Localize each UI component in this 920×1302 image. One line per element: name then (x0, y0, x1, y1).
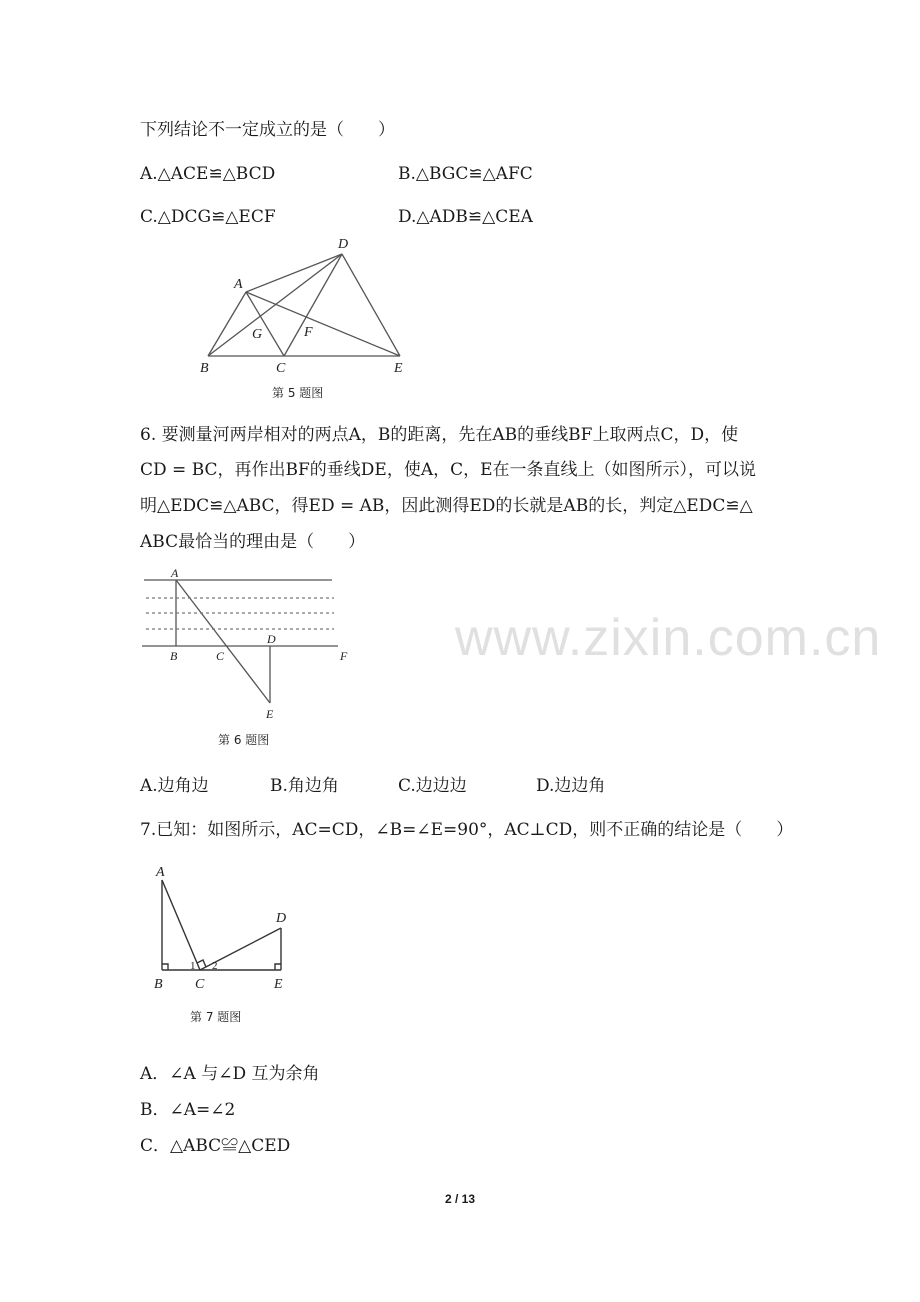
q6-option-a: A.边角边 (140, 776, 209, 796)
q6-label-e: E (266, 707, 274, 721)
q7-option-b: B．∠A=∠2 (140, 1100, 236, 1120)
q6-label-c: C (216, 649, 225, 663)
q6-option-b: B.角边角 (270, 776, 339, 796)
q6-label-d: D (267, 632, 276, 646)
q6-figure (138, 566, 358, 726)
q5-figure (190, 232, 420, 380)
q6-label-a: A (171, 566, 179, 580)
q5-caption: 第 5 题图 (272, 386, 324, 400)
q5-label-d: D (338, 237, 349, 252)
q7-label-c: C (195, 977, 205, 992)
watermark: www.zixin.com.cn (455, 609, 882, 667)
q7-figure (150, 862, 300, 994)
q7-option-a: A．∠A 与∠D 互为余角 (140, 1064, 320, 1084)
q5-option-a: A.△ACE≌△BCD (140, 164, 276, 184)
q5-label-f: F (304, 325, 313, 340)
q6-line-4: ABC最恰当的理由是（ ） (140, 532, 366, 552)
q6-option-d: D.边边角 (536, 776, 606, 796)
q6-label-b: B (170, 649, 178, 663)
q7-stem: 7.已知：如图所示，AC=CD，∠B=∠E=90°，AC⊥CD，则不正确的结论是（ ） (140, 820, 794, 840)
q6-line-2: CD = BC，再作出BF的垂线DE，使A，C，E在一条直线上（如图所示），可以说 (140, 460, 757, 480)
q7-label-b: B (154, 977, 163, 992)
q6-label-f: F (340, 649, 348, 663)
q5-option-b: B.△BGC≌△AFC (398, 164, 533, 184)
q5-label-c: C (276, 361, 286, 376)
q7-caption: 第 7 题图 (190, 1010, 242, 1024)
q5-label-g: G (252, 327, 263, 342)
q7-label-e: E (274, 977, 283, 992)
q7-option-c: C．△ABC≌△CED (140, 1136, 291, 1156)
q6-line-1: 6. 要测量河两岸相对的两点A，B的距离，先在AB的垂线BF上取两点C，D，使 (140, 425, 739, 445)
q6-line-3: 明△EDC≌△ABC，得ED = AB，因此测得ED的长就是AB的长，判定△EDC≌△ (140, 496, 753, 516)
page-number: 2 / 13 (444, 1192, 476, 1206)
q5-option-c: C.△DCG≌△ECF (140, 207, 276, 227)
q7-label-d: D (276, 911, 287, 926)
q5-stem: 下列结论不一定成立的是（ ） (140, 120, 395, 140)
q5-option-d: D.△ADB≌△CEA (398, 207, 533, 227)
q7-label-angle-2: 2 (212, 960, 218, 972)
q5-label-a: A (234, 277, 243, 292)
q6-option-c: C.边边边 (398, 776, 467, 796)
q6-caption: 第 6 题图 (218, 733, 270, 747)
q7-label-a: A (156, 865, 165, 880)
q5-label-e: E (394, 361, 403, 376)
q7-label-angle-1: 1 (190, 960, 196, 972)
q5-label-b: B (200, 361, 209, 376)
